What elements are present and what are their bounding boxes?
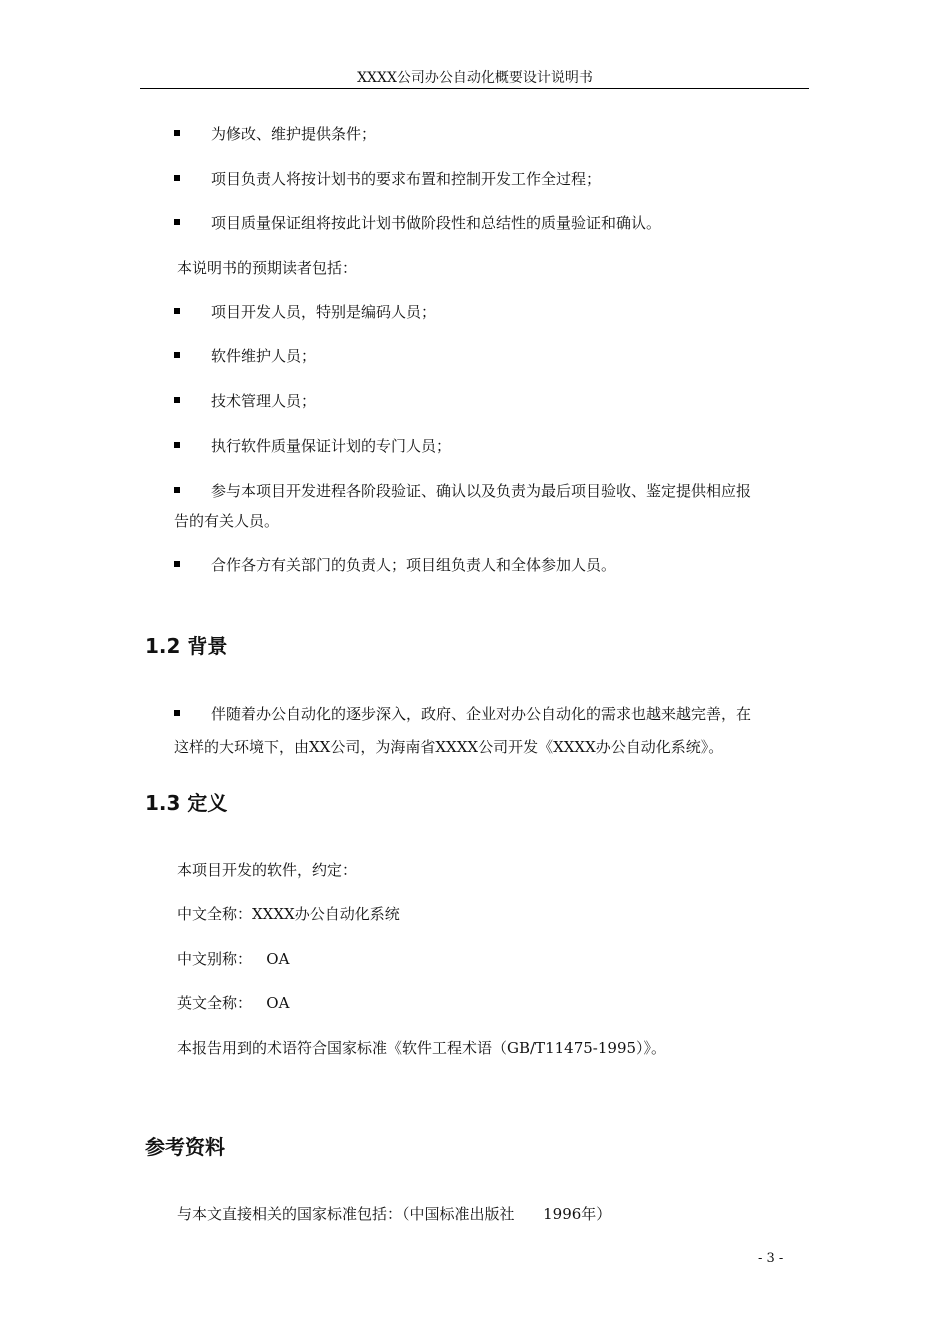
definition-line: 本项目开发的软件，约定： bbox=[177, 861, 358, 879]
definition-line: 英文全称： OA bbox=[177, 994, 290, 1012]
list-item-text: 执行软件质量保证计划的专门人员； bbox=[211, 437, 452, 455]
list-item-continuation: 告的有关人员。 bbox=[174, 512, 280, 530]
bullet-icon bbox=[174, 397, 180, 403]
list-item-text: 软件维护人员； bbox=[211, 347, 317, 365]
bullet-icon bbox=[174, 442, 180, 448]
list-item bbox=[174, 386, 814, 416]
bullet-icon bbox=[174, 561, 180, 567]
list-item bbox=[174, 164, 814, 194]
bullet-icon bbox=[174, 130, 180, 136]
readers-intro: 本说明书的预期读者包括： bbox=[177, 259, 358, 277]
list-item bbox=[174, 476, 814, 506]
list-item-continuation: 这样的大环境下，由XX公司，为海南省XXXX公司开发《XXXX办公自动化系统》。 bbox=[174, 738, 724, 756]
bullet-icon bbox=[174, 219, 180, 225]
definition-line: 本报告用到的术语符合国家标准《软件工程术语（GB/T11475-1995）》。 bbox=[177, 1039, 667, 1057]
header-divider bbox=[140, 88, 809, 89]
list-item-text: 合作各方有关部门的负责人；项目组负责人和全体参加人员。 bbox=[211, 556, 617, 574]
references-line: 与本文直接相关的国家标准包括：（中国标准出版社 1996年） bbox=[177, 1205, 612, 1223]
bullet-icon bbox=[174, 308, 180, 314]
list-item-text: 项目质量保证组将按此计划书做阶段性和总结性的质量验证和确认。 bbox=[211, 214, 662, 232]
list-item bbox=[174, 550, 814, 580]
section-heading-definition: 1.3 定义 bbox=[145, 791, 228, 815]
list-item-text: 项目开发人员，特别是编码人员； bbox=[211, 303, 437, 321]
page-number: - 3 - bbox=[758, 1251, 784, 1266]
definition-line: 中文别称： OA bbox=[177, 950, 290, 968]
list-item-text: 为修改、维护提供条件； bbox=[211, 125, 377, 143]
section-heading-references: 参考资料 bbox=[145, 1135, 225, 1159]
list-item-text: 项目负责人将按计划书的要求布置和控制开发工作全过程； bbox=[211, 170, 602, 188]
bullet-icon bbox=[174, 175, 180, 181]
header-title: XXXX公司办公自动化概要设计说明书 bbox=[357, 70, 593, 86]
definition-line: 中文全称：XXXX办公自动化系统 bbox=[177, 905, 400, 923]
list-item bbox=[174, 699, 814, 729]
list-item bbox=[174, 297, 814, 327]
list-item-text: 参与本项目开发进程各阶段验证、确认以及负责为最后项目验收、鉴定提供相应报 bbox=[211, 482, 752, 500]
list-item bbox=[174, 119, 814, 149]
list-item-text: 伴随着办公自动化的逐步深入，政府、企业对办公自动化的需求也越来越完善，在 bbox=[211, 705, 752, 723]
list-item-text: 技术管理人员； bbox=[211, 392, 317, 410]
bullet-icon bbox=[174, 352, 180, 358]
list-item bbox=[174, 431, 814, 461]
bullet-icon bbox=[174, 487, 180, 493]
section-heading-background: 1.2 背景 bbox=[145, 634, 228, 658]
list-item bbox=[174, 341, 814, 371]
list-item bbox=[174, 208, 814, 238]
bullet-icon bbox=[174, 710, 180, 716]
